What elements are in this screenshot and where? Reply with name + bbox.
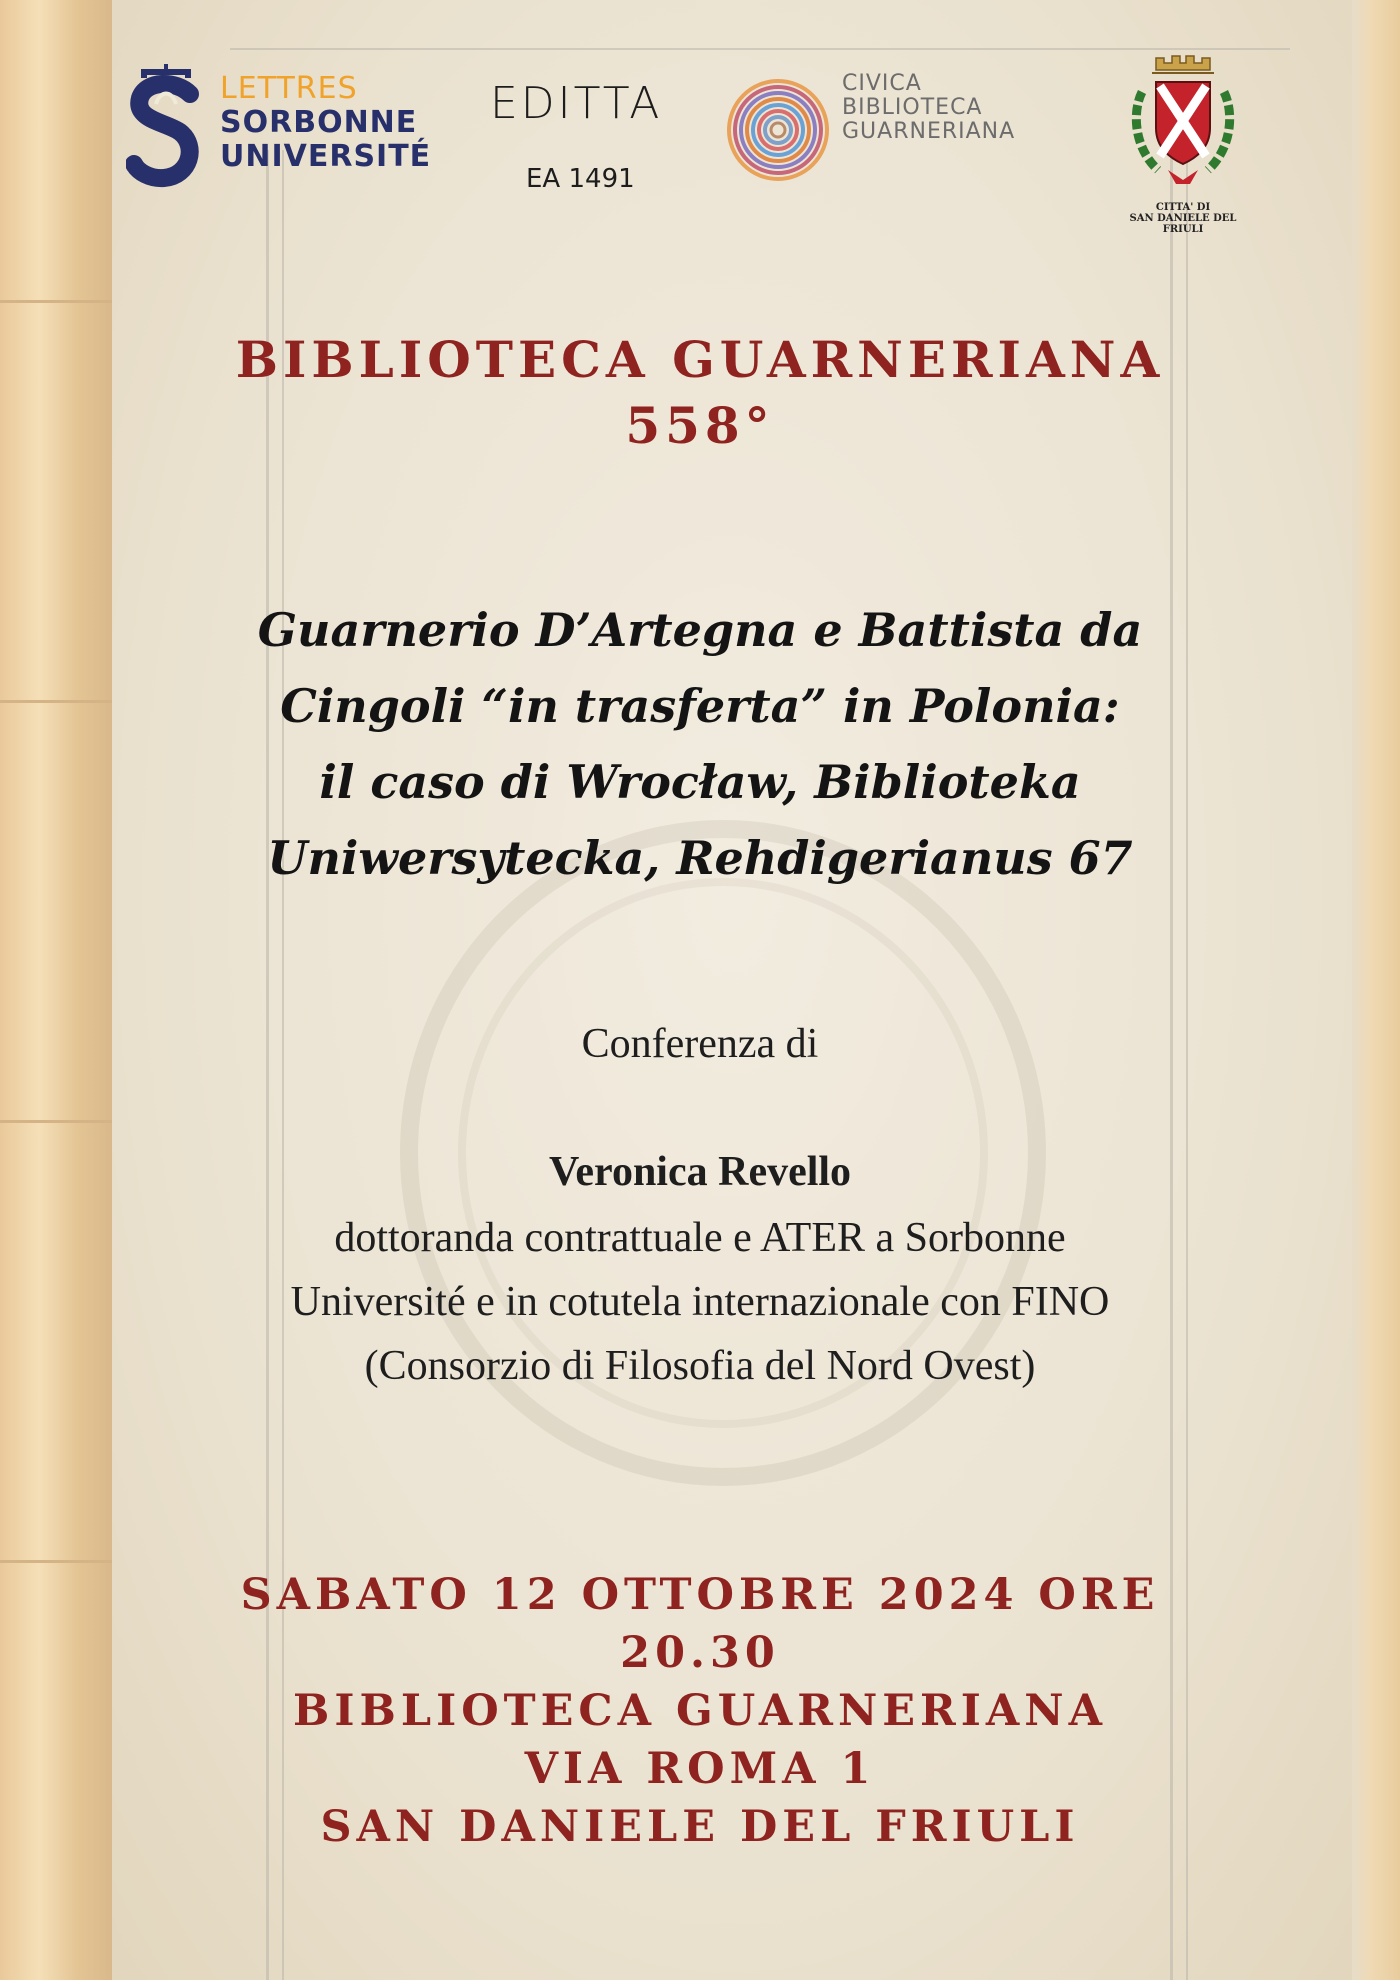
lecture-subject — [112, 592, 1288, 896]
civica-biblioteca-logo — [726, 72, 1046, 192]
subject-line: Guarnerio D’Artegna e Battista da — [257, 603, 1143, 657]
logo-text-universite: UNIVERSITÉ — [220, 139, 432, 174]
subject-line: Cingoli “in trasferta” in Polonia: — [280, 679, 1120, 733]
lettres-sorbonne-logo — [126, 64, 446, 192]
subject-line: Uniwersytecka, Rehdigerianus 67 — [267, 831, 1133, 885]
city-crest-icon — [1128, 52, 1238, 200]
logo-text-sorbonne: SORBONNE — [220, 105, 418, 140]
affiliation-line: (Consorzio di Filosofia del Nord Ovest) — [364, 1343, 1036, 1389]
event-time-line: 20.30 — [620, 1628, 780, 1678]
san-daniele-city-logo — [1108, 52, 1258, 235]
event-venue-line: BIBLIOTECA GUARNERIANA — [293, 1686, 1107, 1736]
event-details — [112, 1566, 1288, 1856]
page-edge — [1352, 0, 1400, 1980]
anniversary-number: 558° — [625, 396, 775, 455]
event-date-line: SABATO 12 OTTOBRE 2024 ORE — [240, 1570, 1160, 1620]
affiliation-line: Université e in cotutela internazionale con FINO — [290, 1279, 1110, 1325]
spine-band — [0, 1560, 112, 1563]
page-rule-line — [230, 48, 1290, 50]
city-caption-line: SAN DANIELE DEL FRIULI — [1129, 213, 1237, 235]
spine-band — [0, 1120, 112, 1123]
logo-text-lettres: LETTRES — [220, 71, 358, 106]
speaker-name: Veronica Revello — [548, 1149, 852, 1195]
editta-name: EDITTA — [490, 78, 663, 129]
affiliation-line: dottoranda contrattuale e ATER a Sorbonne — [334, 1215, 1066, 1261]
event-street-line: VIA ROMA 1 — [524, 1744, 876, 1794]
civica-line: BIBLIOTECA — [842, 95, 983, 120]
spine-band — [0, 700, 112, 703]
sorbonne-s-icon — [126, 64, 206, 190]
library-title: BIBLIOTECA GUARNERIANA — [235, 330, 1165, 389]
subject-line: il caso di Wrocław, Biblioteka — [319, 755, 1081, 809]
conference-intro: Conferenza di — [581, 1021, 819, 1067]
editta-code: EA 1491 — [526, 164, 635, 194]
spine-band — [0, 300, 112, 303]
civica-line: CIVICA — [842, 71, 922, 96]
city-caption-line: CITTA' DI — [1155, 202, 1211, 213]
speaker-affiliation — [112, 1206, 1288, 1398]
event-city-line: SAN DANIELE DEL FRIULI — [320, 1802, 1080, 1852]
editta-logo — [490, 78, 690, 208]
book-spine — [0, 0, 114, 1980]
civica-line: GUARNERIANA — [842, 119, 1016, 144]
concentric-circles-icon — [726, 78, 830, 182]
